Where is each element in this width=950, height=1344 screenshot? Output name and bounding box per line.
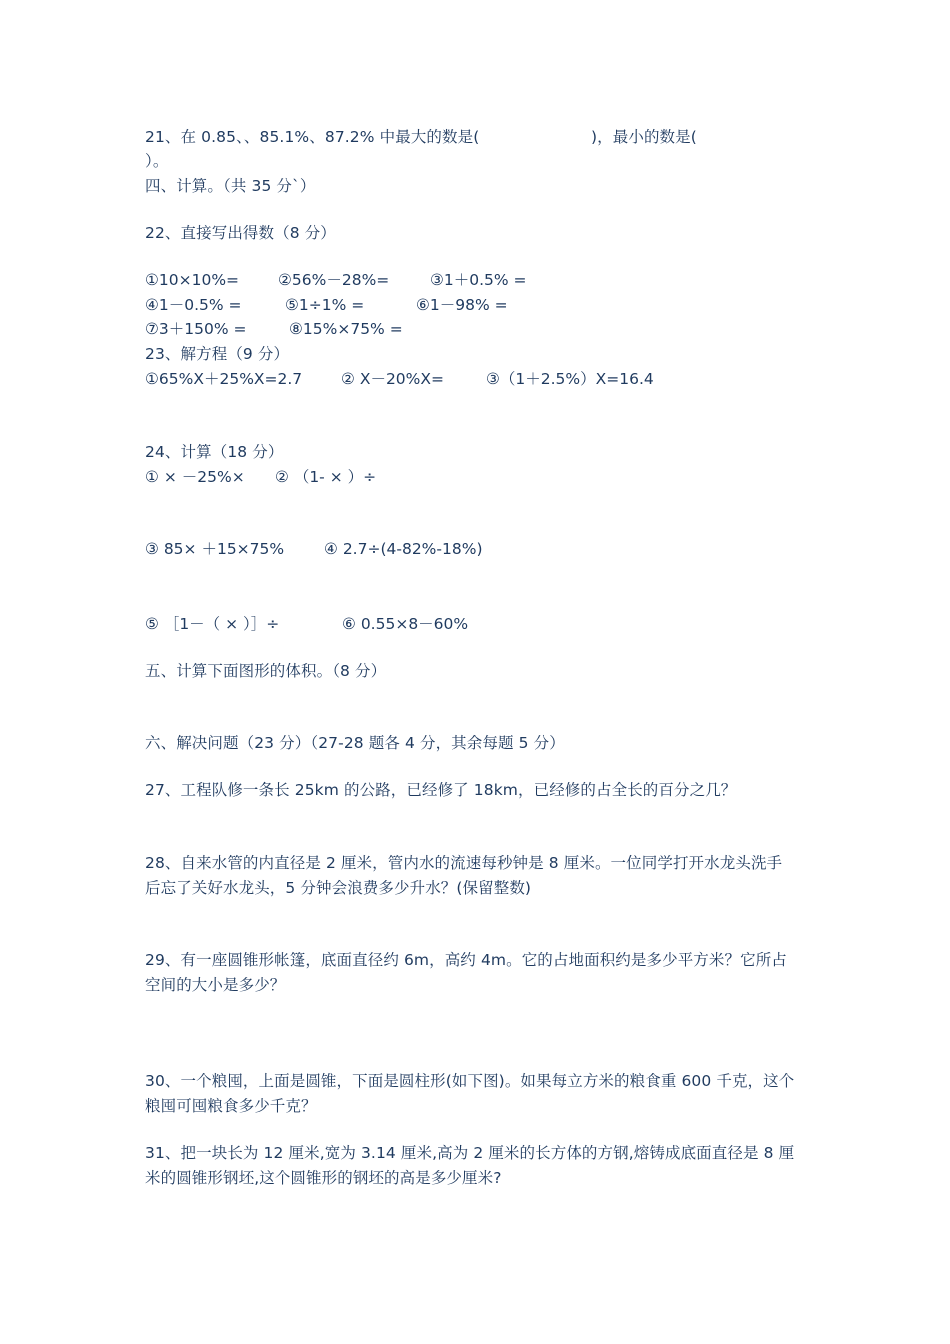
q23-item: ③（1＋2.5%）X=16.4 bbox=[486, 370, 654, 388]
q30-line2: 粮囤可囤粮食多少千克？ bbox=[145, 1097, 317, 1115]
q24-item: ⑥ 0.55×8－60% bbox=[342, 615, 469, 633]
q21-text-b: )，最小的数是( bbox=[591, 128, 697, 146]
q31-line1: 31、把一块长为 12 厘米,宽为 3.14 厘米,高为 2 厘米的长方体的方钢,熔铸成底面直径是 8 厘 bbox=[145, 1144, 795, 1162]
q28-line2: 后忘了关好水龙头，5 分钟会浪费多少升水？(保留整数) bbox=[145, 879, 532, 897]
q24-row-3 bbox=[145, 613, 805, 635]
q21-line2: ）。 bbox=[145, 152, 169, 170]
q22-item: ⑦3＋150% = bbox=[145, 320, 247, 338]
q24-row-2 bbox=[145, 538, 805, 560]
q22-item: ⑥1－98% = bbox=[416, 296, 508, 314]
q29-line1: 29、有一座圆锥形帐篷，底面直径约 6m，高约 4m。它的占地面积约是多少平方米？它所占 bbox=[145, 951, 787, 969]
section5-title: 五、计算下面图形的体积。（8 分） bbox=[145, 662, 387, 680]
q21-line1-tail bbox=[591, 126, 697, 148]
q22-title: 22、直接写出得数（8 分） bbox=[145, 224, 336, 242]
q23-item: ①65%X＋25%X=2.7 bbox=[145, 370, 303, 388]
q31-line2: 米的圆锥形钢坯,这个圆锥形的钢坯的高是多少厘米? bbox=[145, 1169, 502, 1187]
q24-item: ② （1- × ）÷ bbox=[275, 468, 377, 486]
q29-line2: 空间的大小是多少？ bbox=[145, 976, 286, 994]
q22-row-3 bbox=[145, 318, 805, 340]
q22-item: ⑤1÷1% = bbox=[285, 296, 365, 314]
section4-title: 四、计算。（共 35 分`） bbox=[145, 177, 316, 195]
q24-item: ⑤ ［1－（ × ）］÷ bbox=[145, 615, 280, 633]
q30-line1: 30、一个粮囤，上面是圆锥，下面是圆柱形(如下图)。如果每立方米的粮食重 600 千克，这个 bbox=[145, 1072, 795, 1090]
q22-item: ①10×10%= bbox=[145, 271, 240, 289]
q22-item: ③1＋0.5% = bbox=[430, 271, 527, 289]
q24-item: ① × －25%× bbox=[145, 468, 245, 486]
q22-item: ⑧15%×75% = bbox=[289, 320, 403, 338]
q24-title: 24、计算（18 分） bbox=[145, 443, 284, 461]
q22-row-2 bbox=[145, 294, 805, 316]
q22-item: ④1－0.5% = bbox=[145, 296, 242, 314]
q24-row-1 bbox=[145, 466, 805, 488]
q23-title: 23、解方程（9 分） bbox=[145, 345, 290, 363]
q24-item: ③ 85× ＋15×75% bbox=[145, 540, 285, 558]
section6-title: 六、解决问题（23 分）（27-28 题各 4 分，其余每题 5 分） bbox=[145, 734, 565, 752]
q28-line1: 28、自来水管的内直径是 2 厘米，管内水的流速每秒钟是 8 厘米。一位同学打开水龙头洗手 bbox=[145, 854, 783, 872]
q22-row-1 bbox=[145, 269, 805, 291]
q21-text-a: 21、在 0.85、、85.1%、87.2% 中最大的数是( bbox=[145, 128, 480, 146]
q21-line1 bbox=[145, 126, 479, 148]
q23-equations bbox=[145, 368, 805, 390]
q22-item: ②56%－28%= bbox=[278, 271, 390, 289]
q24-item: ④ 2.7÷(4-82%-18%) bbox=[324, 540, 483, 558]
q23-item: ② X－20%X= bbox=[341, 370, 444, 388]
q27-text: 27、工程队修一条长 25km 的公路，已经修了 18km，已经修的占全长的百分之几？ bbox=[145, 781, 737, 799]
